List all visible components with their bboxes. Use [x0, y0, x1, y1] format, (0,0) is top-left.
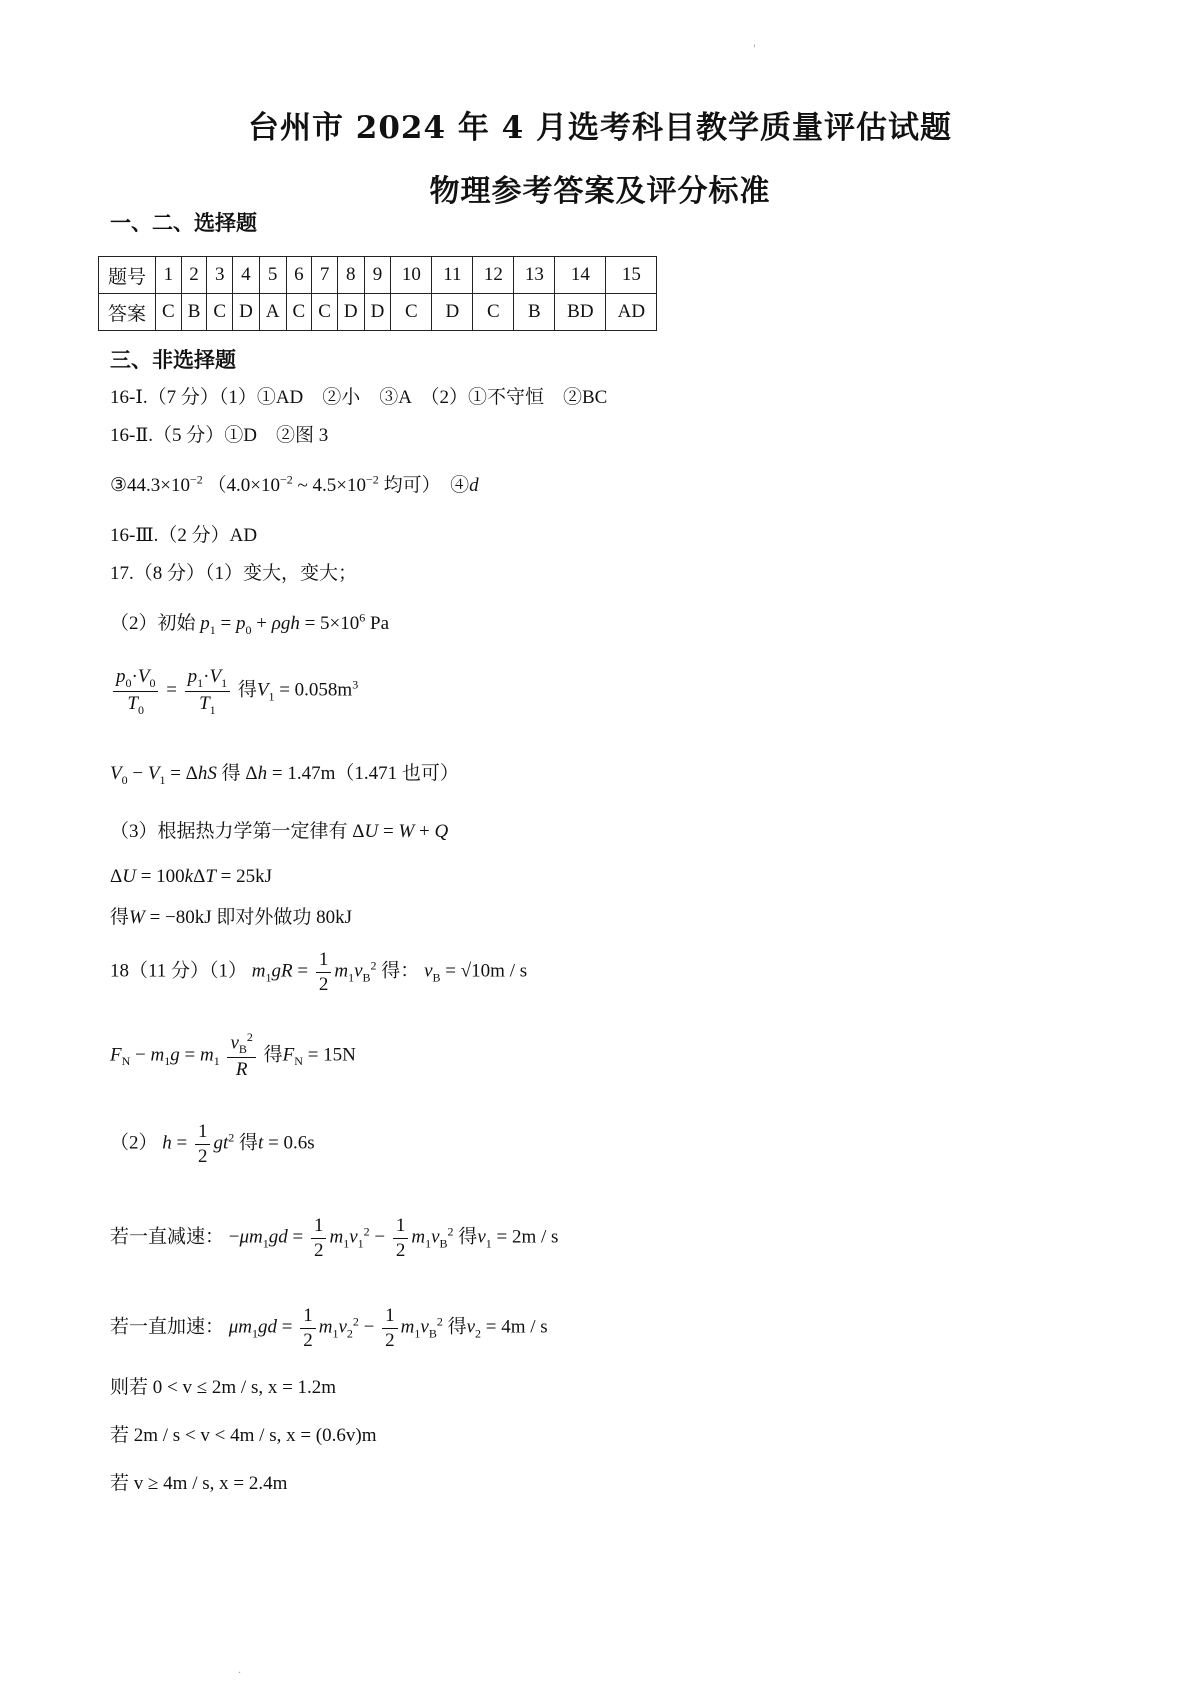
- answer-18-2-case-2: 若 2m / s < v < 4m / s, x = (0.6v)m: [110, 1425, 377, 1446]
- row-label-answer: 答案: [99, 294, 156, 331]
- text-run: Pa: [370, 613, 390, 634]
- fraction: $\frac{p_1\cdot V_1}{T_1}$: [185, 665, 230, 718]
- text-run: = √10m / s: [445, 960, 528, 982]
- fraction: $\frac{1}{2}$: [300, 1304, 316, 1353]
- table-cell: 5: [259, 257, 286, 294]
- answer-18-1-normal-force: $F_N - m_1g = m_1$ $\frac{v_B^2}{R}$ 得$F_N = 15N$: [110, 1030, 356, 1081]
- table-cell: D: [364, 294, 391, 331]
- table-cell: 15: [606, 257, 657, 294]
- table-cell: 10: [391, 257, 432, 294]
- answer-16-1: 16-Ⅰ.（7 分）（1）①AD ②小 ③A （2）①不守恒 ②BC: [110, 387, 608, 408]
- exponent: −2: [366, 472, 379, 487]
- table-cell: B: [514, 294, 555, 331]
- text-run: 得: [239, 1132, 259, 1154]
- text-run: 得: [263, 1044, 283, 1066]
- row-label-number: 题号: [99, 257, 156, 294]
- exponent: −2: [190, 472, 203, 487]
- table-cell: D: [432, 294, 473, 331]
- text-run: （3）根据热力学第一定律有: [110, 821, 348, 842]
- text-run: = 4m / s: [485, 1316, 548, 1338]
- scan-mark: ': [753, 44, 756, 55]
- text-run: 若一直减速：: [110, 1226, 225, 1248]
- table-cell: A: [259, 294, 286, 331]
- text-run: 均可） ④: [383, 475, 470, 496]
- table-cell: 6: [286, 257, 312, 294]
- answer-18-2-accelerate: 若一直加速： $\mu m_1gd$ = $\frac{1}{2}$ $m_1v_2^2$ − $\frac{1}{2}$ $m_1v_B^2$ 得$v_2 = 4m / s$: [110, 1305, 548, 1351]
- text-run: = 0.6s: [268, 1132, 315, 1154]
- fraction: $\frac{1}{2}$: [393, 1214, 409, 1263]
- table-cell: AD: [606, 294, 657, 331]
- answer-17-3-internal-energy: ΔU = 100kΔT = 25kJ: [110, 866, 273, 887]
- fraction: $\frac{1}{2}$: [311, 1214, 327, 1263]
- scan-mark: ·: [238, 1668, 242, 1679]
- table-cell: C: [286, 294, 312, 331]
- answer-17-2-gas-law: $\frac{p_0\cdot V_0}{T_0}$ = $\frac{p_1\cdot V_1}{T_1}$ 得$V_1 = 0.058m^3$: [110, 665, 358, 718]
- table-cell: C: [391, 294, 432, 331]
- document-title: 台州市 2024 年 4 月选考科目教学质量评估试题: [247, 110, 953, 146]
- text-run: = 5×10: [304, 613, 360, 634]
- table-cell: 9: [364, 257, 391, 294]
- fraction: $\frac{v_B^2}{R}$: [227, 1030, 255, 1082]
- table-cell: C: [312, 294, 338, 331]
- answer-17-2-height: $V_0 - V_1 = \Delta hS$ 得 Δh = 1.47m（1.471 也可）: [110, 763, 459, 787]
- document-subtitle: 物理参考答案及评分标准: [429, 174, 771, 209]
- table-cell: 12: [473, 257, 514, 294]
- fraction: $\frac{1}{2}$: [195, 1120, 211, 1169]
- variable: d: [469, 475, 479, 496]
- text-run: = −80kJ 即对外做功 80kJ: [149, 907, 353, 928]
- answer-18-2-decelerate: 若一直减速： $-\mu m_1gd$ = $\frac{1}{2}$ $m_1v_1^2$ − $\frac{1}{2}$ $m_1v_B^2$ 得$v_1 = 2m / s$: [110, 1215, 559, 1261]
- answer-16-3: 16-Ⅲ.（2 分）AD: [110, 525, 258, 546]
- answer-18-1-speed: 18（11 分）（1） $m_1gR$ = $\frac{1}{2}$ $m_1v_B^2$ 得： $v_B = √10m / s$: [110, 949, 528, 995]
- text-run: = 15N: [307, 1044, 356, 1066]
- table-cell: 4: [233, 257, 260, 294]
- table-cell: B: [181, 294, 207, 331]
- text-run: （2）: [110, 1132, 158, 1154]
- text-run: 得: [221, 763, 241, 784]
- answer-18-2-case-1: 则若 0 < v ≤ 2m / s, x = 1.2m: [110, 1377, 337, 1398]
- text-run: （4.0×10: [207, 475, 280, 496]
- section-heading-free-response: 三、非选择题: [110, 347, 236, 372]
- text-run: 18（11 分）（1）: [110, 960, 248, 982]
- answer-17-2-initial-pressure: （2）初始 $p_1 = p_0 + \rho gh = 5\times 10^6$ Pa: [110, 610, 390, 637]
- fraction: $\frac{p_0\cdot V_0}{T_0}$: [113, 665, 158, 718]
- table-cell: 3: [207, 257, 233, 294]
- text-run: 得：: [381, 960, 420, 982]
- answer-table: [98, 256, 657, 331]
- answer-17-1: 17.（8 分）（1）变大，变大；: [110, 563, 358, 584]
- table-cell: 14: [555, 257, 606, 294]
- section-heading-choice: 一、二、选择题: [110, 210, 257, 235]
- answer-17-3-work: 得W = −80kJ 即对外做功 80kJ: [110, 907, 353, 928]
- fraction: $\frac{1}{2}$: [382, 1304, 398, 1353]
- text-run: 得: [110, 907, 130, 928]
- table-cell: 11: [432, 257, 473, 294]
- answer-row: [99, 294, 657, 331]
- text-run: ③44.3×10: [110, 475, 190, 496]
- table-cell: D: [233, 294, 260, 331]
- answer-18-2-time: （2） h = $\frac{1}{2}$ $gt^2$ 得t = 0.6s: [110, 1121, 315, 1167]
- table-cell: C: [156, 294, 182, 331]
- text-run: 得: [458, 1226, 478, 1248]
- table-cell: BD: [555, 294, 606, 331]
- text-run: （2）初始: [110, 613, 196, 634]
- text-run: = 100: [140, 866, 185, 887]
- answer-18-2-case-3: 若 v ≥ 4m / s, x = 2.4m: [110, 1473, 288, 1494]
- text-run: 得: [447, 1316, 467, 1338]
- text-run: ~ 4.5×10: [297, 475, 367, 496]
- question-number-row: [99, 257, 657, 294]
- table-cell: 8: [337, 257, 364, 294]
- text-run: = 1.47m（1.471 也可）: [271, 763, 459, 784]
- text-run: = 2m / s: [496, 1226, 559, 1248]
- table-cell: 13: [514, 257, 555, 294]
- text-run: 若一直加速：: [110, 1316, 225, 1338]
- table-cell: 7: [312, 257, 338, 294]
- answer-17-3-first-law: （3）根据热力学第一定律有 ΔU = W + Q: [110, 821, 449, 842]
- exponent: −2: [280, 472, 293, 487]
- answer-16-2: 16-Ⅱ.（5 分）①D ②图 3: [110, 425, 329, 446]
- fraction: $\frac{1}{2}$: [316, 948, 332, 997]
- table-cell: 2: [181, 257, 207, 294]
- text-run: 得: [237, 679, 257, 701]
- text-run: = 0.058m: [279, 679, 353, 701]
- exponent: 6: [359, 610, 366, 625]
- table-cell: C: [473, 294, 514, 331]
- table-cell: 1: [156, 257, 182, 294]
- text-run: = 25kJ: [220, 866, 273, 887]
- table-cell: C: [207, 294, 233, 331]
- table-cell: D: [337, 294, 364, 331]
- answer-16-2-part3: [110, 470, 479, 497]
